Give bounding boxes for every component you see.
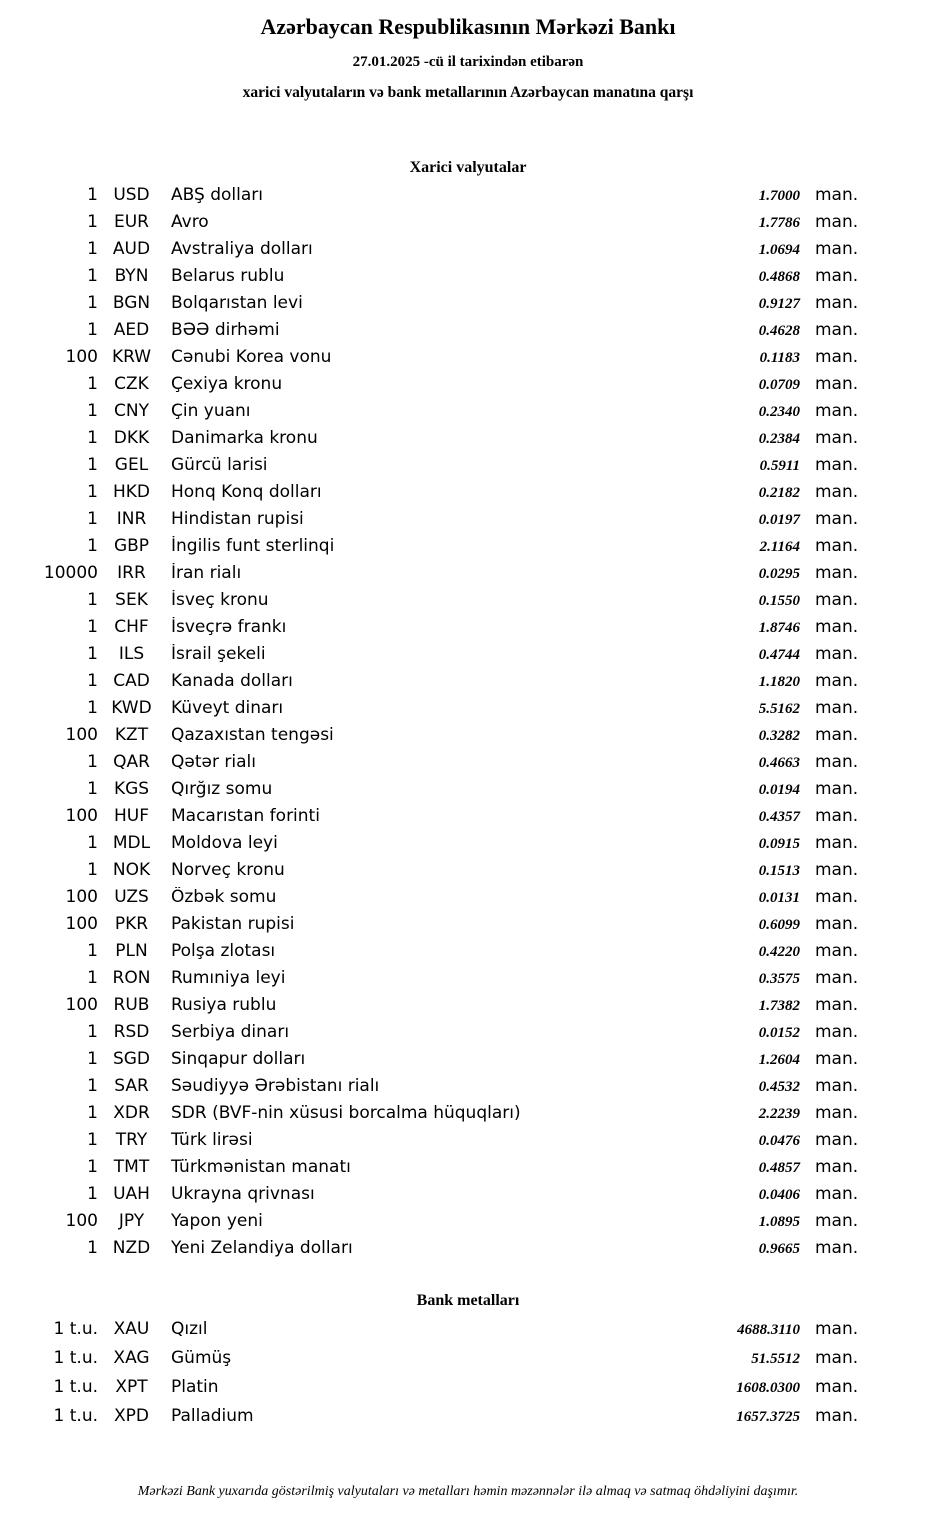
unit-label-cell: man. — [815, 617, 859, 637]
quantity-cell: 1 — [87, 1130, 98, 1150]
unit-label-cell: man. — [815, 293, 859, 313]
currency-code-cell: TMT — [113, 1157, 150, 1177]
currency-name-cell: Gürcü larisi — [171, 455, 268, 475]
rate-row — [33, 239, 862, 266]
currency-name-cell: Serbiya dinarı — [171, 1022, 290, 1042]
rate-row — [33, 536, 862, 563]
quantity-cell: 1 — [87, 401, 98, 421]
rate-row — [33, 509, 862, 536]
rate-value-cell: 0.0197 — [758, 512, 800, 528]
rate-value-cell: 0.0709 — [758, 377, 800, 393]
rate-value-cell: 0.3282 — [758, 728, 800, 744]
currency-name-cell: Pakistan rupisi — [171, 914, 295, 934]
currency-name-cell: Cənubi Korea vonu — [171, 347, 332, 367]
page-subtitle: xarici valyutaların və bank metallarının Azərbaycan manatına qarşı — [242, 84, 694, 101]
rate-value-cell: 0.0295 — [758, 566, 800, 582]
currencies-heading: Xarici valyutalar — [409, 159, 527, 176]
currency-code-cell: QAR — [113, 752, 150, 772]
currency-code-cell: KWD — [111, 698, 152, 718]
currency-code-cell: RUB — [113, 995, 150, 1015]
currency-code-cell: HKD — [112, 482, 151, 502]
currency-name-cell: Yapon yeni — [171, 1211, 263, 1231]
rate-value-cell: 1608.0300 — [736, 1380, 800, 1396]
rate-value-cell: 0.9665 — [758, 1241, 800, 1257]
unit-label-cell: man. — [815, 563, 859, 583]
rate-row — [33, 320, 862, 347]
currency-name-cell: Polşa zlotası — [171, 941, 276, 961]
rate-row — [33, 1076, 862, 1103]
unit-label-cell: man. — [815, 212, 859, 232]
rate-value-cell: 0.1550 — [758, 593, 800, 609]
unit-label-cell: man. — [815, 185, 859, 205]
rate-value-cell: 4688.3110 — [737, 1322, 800, 1338]
quantity-cell: 1 — [87, 752, 98, 772]
quantity-cell: 10000 — [43, 563, 98, 583]
rate-value-cell: 1.1820 — [758, 674, 800, 690]
unit-label-cell: man. — [815, 752, 859, 772]
quantity-cell: 1 — [87, 428, 98, 448]
unit-label-cell: man. — [815, 968, 859, 988]
currency-name-cell: Belarus rublu — [171, 266, 285, 286]
rate-value-cell: 1.7382 — [758, 998, 800, 1014]
rate-row — [33, 1238, 862, 1265]
unit-label-cell: man. — [815, 1076, 859, 1096]
currency-name-cell: Palladium — [171, 1406, 254, 1426]
quantity-cell: 100 — [65, 725, 98, 745]
currency-code-cell: USD — [113, 185, 150, 205]
currency-name-cell: Norveç kronu — [171, 860, 285, 880]
rate-row — [33, 617, 862, 644]
quantity-cell: 100 — [65, 887, 98, 907]
rate-value-cell: 1.0694 — [758, 242, 800, 258]
rate-value-cell: 0.1183 — [759, 350, 800, 366]
rate-value-cell: 51.5512 — [751, 1351, 800, 1367]
rate-value-cell: 0.4628 — [758, 323, 800, 339]
currency-name-cell: Sinqapur dolları — [171, 1049, 306, 1069]
currency-name-cell: İngilis funt sterlinqi — [171, 536, 335, 556]
currency-code-cell: XAU — [113, 1319, 150, 1339]
unit-label-cell: man. — [815, 1319, 859, 1339]
currency-code-cell: PLN — [115, 941, 148, 961]
quantity-cell: 1 — [87, 1076, 98, 1096]
currency-name-cell: Macarıstan forinti — [171, 806, 320, 826]
unit-label-cell: man. — [815, 347, 859, 367]
currency-name-cell: Rumıniya leyi — [171, 968, 286, 988]
quantity-cell: 1 — [87, 833, 98, 853]
rate-row — [33, 725, 862, 752]
currency-name-cell: Bolqarıstan levi — [171, 293, 303, 313]
currency-code-cell: HUF — [113, 806, 149, 826]
rate-value-cell: 0.3575 — [758, 971, 800, 987]
unit-label-cell: man. — [815, 1103, 859, 1123]
currency-name-cell: Yeni Zelandiya dolları — [171, 1238, 353, 1258]
rate-row — [33, 887, 862, 914]
quantity-cell: 1 — [87, 1049, 98, 1069]
effective-date: 27.01.2025 -cü il tarixindən etibarən — [352, 54, 584, 70]
currency-code-cell: SGD — [112, 1049, 151, 1069]
quantity-cell: 100 — [65, 1211, 98, 1231]
rate-row — [33, 806, 862, 833]
quantity-cell: 1 — [87, 320, 98, 340]
quantity-cell: 1 — [87, 617, 98, 637]
quantity-cell: 1 t.u. — [53, 1348, 98, 1368]
unit-label-cell: man. — [815, 1157, 859, 1177]
unit-label-cell: man. — [815, 725, 859, 745]
quantity-cell: 1 — [87, 185, 98, 205]
currency-code-cell: JPY — [118, 1211, 145, 1231]
rate-row — [33, 752, 862, 779]
currency-name-cell: Çin yuanı — [171, 401, 251, 421]
unit-label-cell: man. — [815, 1049, 859, 1069]
currency-code-cell: CAD — [113, 671, 150, 691]
rate-value-cell: 2.2239 — [758, 1106, 800, 1122]
currency-name-cell: Hindistan rupisi — [171, 509, 304, 529]
quantity-cell: 1 — [87, 239, 98, 259]
currency-name-cell: Rusiya rublu — [171, 995, 277, 1015]
rate-row — [33, 779, 862, 806]
currency-code-cell: PKR — [114, 914, 149, 934]
currency-name-cell: Çexiya kronu — [171, 374, 283, 394]
quantity-cell: 1 t.u. — [53, 1406, 98, 1426]
unit-label-cell: man. — [815, 374, 859, 394]
currency-code-cell: SEK — [115, 590, 148, 610]
quantity-cell: 1 t.u. — [53, 1319, 98, 1339]
quantity-cell: 100 — [65, 995, 98, 1015]
quantity-cell: 1 — [87, 671, 98, 691]
currency-code-cell: BGN — [112, 293, 151, 313]
quantity-cell: 1 — [87, 1184, 98, 1204]
rate-row — [33, 293, 862, 320]
rate-row — [33, 428, 862, 455]
unit-label-cell: man. — [815, 644, 859, 664]
currency-code-cell: TRY — [115, 1130, 148, 1150]
metals-heading: Bank metalları — [416, 1292, 520, 1309]
quantity-cell: 1 — [87, 968, 98, 988]
currency-code-cell: AUD — [112, 239, 151, 259]
rate-row — [33, 374, 862, 401]
rate-row — [33, 185, 862, 212]
currency-code-cell: BYN — [114, 266, 149, 286]
currency-name-cell: Gümüş — [171, 1348, 232, 1368]
rate-value-cell: 0.4868 — [758, 269, 800, 285]
rate-row — [33, 266, 862, 293]
unit-label-cell: man. — [815, 1348, 859, 1368]
currency-name-cell: Qətər rialı — [171, 752, 256, 772]
unit-label-cell: man. — [815, 887, 859, 907]
currency-code-cell: CHF — [114, 617, 149, 637]
currency-name-cell: Kanada dolları — [171, 671, 293, 691]
currency-code-cell: XAG — [113, 1348, 150, 1368]
unit-label-cell: man. — [815, 1377, 859, 1397]
quantity-cell: 1 — [87, 212, 98, 232]
currency-name-cell: Avro — [171, 212, 209, 232]
unit-label-cell: man. — [815, 320, 859, 340]
unit-label-cell: man. — [815, 401, 859, 421]
page-title: Azərbaycan Respublikasının Mərkəzi Bankı — [260, 14, 676, 39]
currency-name-cell: Küveyt dinarı — [171, 698, 284, 718]
rate-row — [33, 995, 862, 1022]
unit-label-cell: man. — [815, 1022, 859, 1042]
rate-row — [33, 698, 862, 725]
unit-label-cell: man. — [815, 509, 859, 529]
unit-label-cell: man. — [815, 914, 859, 934]
rate-row — [33, 1377, 862, 1406]
unit-label-cell: man. — [815, 833, 859, 853]
quantity-cell: 1 — [87, 374, 98, 394]
currency-name-cell: Avstraliya dolları — [171, 239, 313, 259]
currency-code-cell: CZK — [114, 374, 149, 394]
disclaimer-text: Mərkəzi Bank yuxarıda göstərilmiş valyutaları və metalları həmin məzənnələr ilə almaq və satmaq öhdəliyini daşımır. — [137, 1484, 799, 1499]
currency-code-cell: KGS — [113, 779, 150, 799]
currency-name-cell: Səudiyyə Ərəbistanı rialı — [171, 1076, 380, 1096]
rate-value-cell: 0.0131 — [758, 890, 800, 906]
unit-label-cell: man. — [815, 779, 859, 799]
quantity-cell: 1 — [87, 536, 98, 556]
rate-row — [33, 347, 862, 374]
currency-name-cell: İsrail şekeli — [171, 644, 266, 664]
quantity-cell: 1 — [87, 293, 98, 313]
currency-name-cell: Türkmənistan manatı — [171, 1157, 351, 1177]
unit-label-cell: man. — [815, 266, 859, 286]
rate-row — [33, 1130, 862, 1157]
rate-row — [33, 455, 862, 482]
rate-row — [33, 1184, 862, 1211]
quantity-cell: 1 — [87, 266, 98, 286]
rate-row — [33, 1406, 862, 1435]
quantity-cell: 1 — [87, 860, 98, 880]
quantity-cell: 1 — [87, 590, 98, 610]
unit-label-cell: man. — [815, 455, 859, 475]
currency-code-cell: RON — [112, 968, 151, 988]
unit-label-cell: man. — [815, 536, 859, 556]
rate-value-cell: 1.8746 — [758, 620, 800, 636]
currency-code-cell: GBP — [113, 536, 150, 556]
quantity-cell: 100 — [65, 806, 98, 826]
rate-value-cell: 0.9127 — [758, 296, 800, 312]
quantity-cell: 1 — [87, 644, 98, 664]
unit-label-cell: man. — [815, 482, 859, 502]
currency-name-cell: Özbək somu — [171, 887, 277, 907]
currency-name-cell: ABŞ dolları — [171, 185, 263, 205]
quantity-cell: 100 — [65, 347, 98, 367]
rate-value-cell: 0.1513 — [758, 863, 800, 879]
currency-code-cell: KZT — [114, 725, 149, 745]
currency-name-cell: SDR (BVF-nin xüsusi borcalma hüquqları) — [171, 1103, 521, 1123]
currency-code-cell: AED — [113, 320, 150, 340]
rate-row — [33, 968, 862, 995]
rate-row — [33, 1103, 862, 1130]
unit-label-cell: man. — [815, 995, 859, 1015]
rate-value-cell: 1.7786 — [758, 215, 800, 231]
quantity-cell: 1 — [87, 509, 98, 529]
rate-value-cell: 0.0915 — [758, 836, 800, 852]
unit-label-cell: man. — [815, 428, 859, 448]
currency-code-cell: NOK — [112, 860, 151, 880]
currency-name-cell: İsveç kronu — [171, 590, 269, 610]
currency-code-cell: EUR — [114, 212, 149, 232]
currency-code-cell: UZS — [114, 887, 149, 907]
currency-code-cell: XPD — [114, 1406, 149, 1426]
currency-name-cell: Türk lirəsi — [171, 1130, 253, 1150]
rate-row — [33, 1049, 862, 1076]
currency-name-cell: Moldova leyi — [171, 833, 278, 853]
quantity-cell: 1 — [87, 1157, 98, 1177]
currency-code-cell: ILS — [118, 644, 145, 664]
currency-code-cell: GEL — [114, 455, 149, 475]
rate-value-cell: 0.4220 — [758, 944, 800, 960]
currency-name-cell: İsveçrə frankı — [171, 617, 287, 637]
rate-value-cell: 5.5162 — [758, 701, 800, 717]
rate-row — [33, 860, 862, 887]
currency-code-cell: XPT — [115, 1377, 148, 1397]
rate-value-cell: 0.4663 — [758, 755, 800, 771]
currency-name-cell: Honq Konq dolları — [171, 482, 322, 502]
quantity-cell: 1 — [87, 455, 98, 475]
currencies-table — [33, 185, 862, 1265]
rate-value-cell: 0.0194 — [758, 782, 800, 798]
unit-label-cell: man. — [815, 806, 859, 826]
rate-row — [33, 1157, 862, 1184]
rate-value-cell: 0.4857 — [758, 1160, 800, 1176]
unit-label-cell: man. — [815, 671, 859, 691]
rate-value-cell: 1.0895 — [758, 1214, 800, 1230]
quantity-cell: 1 — [87, 941, 98, 961]
rate-row — [33, 644, 862, 671]
unit-label-cell: man. — [815, 1406, 859, 1426]
rate-value-cell: 0.4357 — [758, 809, 800, 825]
unit-label-cell: man. — [815, 239, 859, 259]
currency-name-cell: Ukrayna qrivnası — [171, 1184, 315, 1204]
rate-row — [33, 941, 862, 968]
rate-value-cell: 0.4744 — [758, 647, 800, 663]
rate-row — [33, 482, 862, 509]
quantity-cell: 1 — [87, 482, 98, 502]
rate-row — [33, 833, 862, 860]
rate-value-cell: 0.2182 — [758, 485, 800, 501]
currency-code-cell: MDL — [112, 833, 151, 853]
quantity-cell: 1 — [87, 779, 98, 799]
rate-row — [33, 563, 862, 590]
rate-value-cell: 0.6099 — [758, 917, 800, 933]
currency-code-cell: UAH — [113, 1184, 150, 1204]
quantity-cell: 1 — [87, 1103, 98, 1123]
currency-code-cell: XDR — [113, 1103, 150, 1123]
rate-row — [33, 1211, 862, 1238]
rate-row — [33, 1319, 862, 1348]
rate-value-cell: 1657.3725 — [736, 1409, 800, 1425]
currency-name-cell: Danimarka kronu — [171, 428, 318, 448]
currency-code-cell: INR — [116, 509, 147, 529]
unit-label-cell: man. — [815, 698, 859, 718]
currency-code-cell: NZD — [112, 1238, 151, 1258]
quantity-cell: 100 — [65, 914, 98, 934]
rate-row — [33, 590, 862, 617]
unit-label-cell: man. — [815, 1184, 859, 1204]
metals-table — [33, 1319, 862, 1435]
rate-value-cell: 0.4532 — [758, 1079, 800, 1095]
rate-value-cell: 0.0406 — [758, 1187, 800, 1203]
quantity-cell: 1 t.u. — [53, 1377, 98, 1397]
rate-row — [33, 1348, 862, 1377]
unit-label-cell: man. — [815, 941, 859, 961]
rate-row — [33, 671, 862, 698]
currency-code-cell: DKK — [113, 428, 150, 448]
currency-name-cell: Qırğız somu — [171, 779, 273, 799]
currency-name-cell: Platin — [171, 1377, 219, 1397]
currency-code-cell: IRR — [117, 563, 146, 583]
rate-value-cell: 0.0152 — [758, 1025, 800, 1041]
quantity-cell: 1 — [87, 698, 98, 718]
rate-value-cell: 0.0476 — [758, 1133, 800, 1149]
unit-label-cell: man. — [815, 860, 859, 880]
rate-row — [33, 914, 862, 941]
rate-row — [33, 1022, 862, 1049]
unit-label-cell: man. — [815, 1238, 859, 1258]
rate-value-cell: 1.7000 — [758, 188, 800, 204]
quantity-cell: 1 — [87, 1238, 98, 1258]
unit-label-cell: man. — [815, 1211, 859, 1231]
currency-code-cell: SAR — [114, 1076, 149, 1096]
rate-value-cell: 0.5911 — [759, 458, 800, 474]
currency-name-cell: Qızıl — [171, 1319, 208, 1339]
rate-value-cell: 0.2340 — [758, 404, 800, 420]
unit-label-cell: man. — [815, 1130, 859, 1150]
currency-name-cell: BƏƏ dirhəmi — [171, 320, 280, 340]
rate-value-cell: 1.2604 — [758, 1052, 800, 1068]
currency-name-cell: Qazaxıstan tengəsi — [171, 725, 334, 745]
currency-code-cell: KRW — [111, 347, 152, 367]
quantity-cell: 1 — [87, 1022, 98, 1042]
rate-value-cell: 0.2384 — [758, 431, 800, 447]
rate-row — [33, 401, 862, 428]
rate-row — [33, 212, 862, 239]
unit-label-cell: man. — [815, 590, 859, 610]
currency-name-cell: İran rialı — [171, 563, 242, 583]
currency-code-cell: CNY — [114, 401, 149, 421]
rate-value-cell: 2.1164 — [759, 539, 800, 555]
currency-code-cell: RSD — [113, 1022, 150, 1042]
